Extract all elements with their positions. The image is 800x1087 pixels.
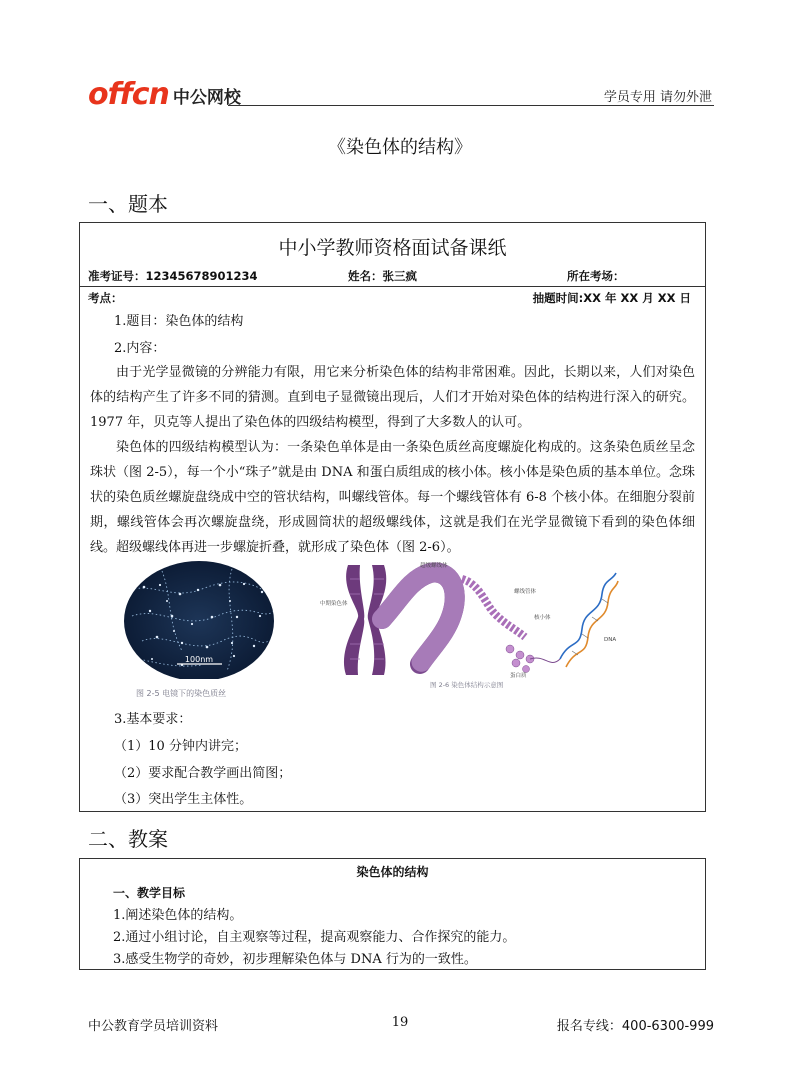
content-label: 2.内容： — [114, 341, 166, 356]
exam-number-field — [88, 268, 258, 284]
exam-number-value: 12345678901234 — [145, 269, 258, 283]
footer-left: 中公教育学员培训资料 — [88, 1019, 219, 1034]
label-dna: DNA — [604, 637, 617, 643]
logo-text: 中公网校 — [172, 88, 241, 108]
exam-point-label: 考点： — [88, 291, 123, 305]
requirement-item: （2）要求配合教学画出简图； — [114, 766, 292, 781]
teaching-goals-heading: 一、教学目标 — [113, 886, 186, 900]
draw-time-field — [533, 290, 691, 306]
venue-field — [567, 268, 625, 284]
footer-hotline: 报名专线：400-6300-999 — [556, 1019, 714, 1034]
name-label: 姓名： — [348, 269, 383, 283]
figure-2-5-caption: 图 2-5 电镜下的染色质丝 — [136, 689, 227, 698]
label-protein: 蛋白质 — [510, 673, 527, 679]
sheet-divider — [80, 286, 705, 287]
label-metaphase-chromosome: 中期染色体 — [320, 601, 348, 607]
label-super-coil: 超级螺线体 — [420, 563, 448, 569]
document-title: 《染色体的结构》 — [328, 137, 472, 158]
label-nucleosome: 核小体 — [534, 615, 551, 621]
page-number: 19 — [391, 1015, 409, 1030]
lesson-plan-title: 染色体的结构 — [356, 865, 429, 879]
name-value: 张三疯 — [382, 269, 417, 283]
figure-2-6-caption: 图 2-6 染色体结构示意图 — [430, 681, 504, 689]
requirements-label: 3.基本要求： — [114, 712, 192, 727]
question-topic: 1.题目：染色体的结构 — [114, 314, 244, 329]
content-paragraph-1: 由于光学显微镜的分辨能力有限，用它来分析染色体的结构非常困难。因此，长期以来，人们对染色体的结构产生了许多不同的猜测。直到电子显微镜出现后，人们才开始对染色体的结构进行深入的研究。1977 年，贝克等人提出了染色体的四级结构模型，得到了大多数人的认可。 — [90, 365, 695, 430]
content-paragraph-2: 染色体的四级结构模型认为：一条染色单体是由一条染色质丝高度螺旋化构成的。这条染色质丝呈念珠状（图 2-5），每一个小“珠子”就是由 DNA 和蛋白质组成的核小体。核小体是染色质的基本单位。念珠状的染色质丝螺旋盘绕成中空的管状结构，叫螺线管体。每一个螺线管体有 6-8 个核小体。在细胞分裂前期，螺线管体会再次螺旋盘绕，形成圆筒状的超级螺线体，这就是我们在光学显微镜下看到的染色体细线。超级螺线体再进一步螺旋折叠，就形成了染色体（图 2-6）。 — [90, 440, 695, 555]
teaching-goal-item: 3.感受生物学的奇妙，初步理解染色体与 DNA 行为的一致性。 — [113, 952, 477, 967]
label-solenoid: 螺线管体 — [514, 589, 537, 595]
draw-time-value: XX 年 XX 月 XX 日 — [583, 291, 691, 305]
section-heading-1: 一、题本 — [88, 192, 168, 216]
offcn-logo — [88, 76, 241, 110]
requirement-item: （1）10 分钟内讲完； — [114, 739, 247, 754]
section-heading-2: 二、教案 — [88, 827, 168, 851]
venue-label: 所在考场： — [567, 269, 625, 283]
draw-time-label: 抽题时间: — [532, 291, 584, 305]
exam-number-label: 准考证号： — [88, 269, 146, 283]
question-sheet — [79, 222, 706, 812]
header-tag: 学员专用 请勿外泄 — [603, 90, 712, 105]
scale-bar-label: 100nm — [184, 655, 214, 664]
name-field — [348, 268, 417, 284]
chromosome-structure-diagram — [320, 559, 620, 679]
teaching-goal-item: 1.阐述染色体的结构。 — [113, 908, 243, 923]
lesson-plan-box — [79, 858, 706, 970]
sheet-title: 中小学教师资格面试备课纸 — [278, 237, 507, 259]
teaching-goal-item: 2.通过小组讨论，自主观察等过程，提高观察能力、合作探究的能力。 — [113, 930, 516, 945]
header-divider — [228, 105, 714, 106]
requirement-item: （3）突出学生主体性。 — [114, 792, 253, 807]
logo-mark: offcn — [88, 77, 169, 112]
chromatin-micrograph-image — [122, 561, 276, 679]
